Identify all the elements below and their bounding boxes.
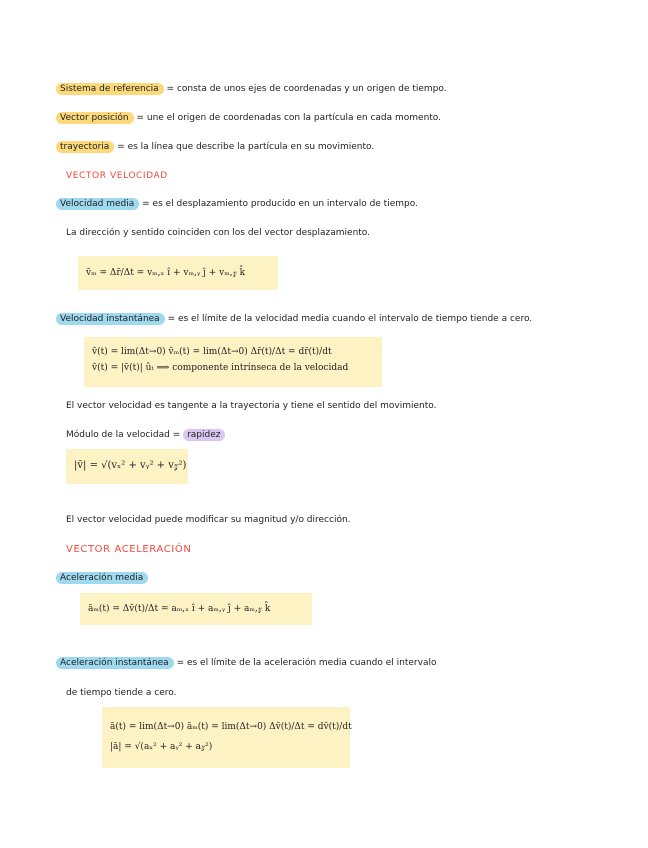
term-trayectoria: trayectoria (56, 141, 114, 153)
formula-text: āₘ(t) = Δv̄(t)/Δt = aₘ,ₓ î + aₘ,ᵧ ĵ + aₘ,𝓏 k̂ (88, 604, 271, 614)
term-velocidad-instantanea: Velocidad instantánea (56, 313, 165, 325)
term-aceleracion-media: Aceleración media (56, 572, 148, 584)
formula-modulo-velocidad (66, 449, 188, 484)
formula-velocidad-media (78, 256, 278, 290)
definition-text: = es el desplazamiento producido en un intervalo de tiempo. (139, 199, 418, 209)
definition-text: = une el origen de coordenadas con la partícula en cada momento. (133, 113, 442, 123)
formula-text: v̄(t) = |v̄(t)| ûₜ ⟹ componente intrínseca de la velocidad (92, 363, 349, 373)
formula-text: v̄(t) = lim(Δt→0) v̄ₘ(t) = lim(Δt→0) Δr̄(t)/Δt = dr̄(t)/dt (92, 347, 332, 357)
formula-aceleracion-instantanea (102, 707, 350, 768)
definition-velocidad-instantanea (56, 314, 532, 324)
definition-velocidad-media (56, 199, 418, 209)
definition-text: Módulo de la velocidad = (66, 430, 184, 440)
definition-modulo-velocidad (66, 430, 225, 440)
definition-text: = es el límite de la aceleración media cuando el intervalo (173, 658, 437, 668)
definition-aceleracion-media (56, 573, 148, 583)
definition-text: = es el límite de la velocidad media cuando el intervalo de tiempo tiende a cero. (164, 314, 533, 324)
note-magnitud-direccion: El vector velocidad puede modificar su magnitud y/o dirección. (66, 515, 351, 525)
definition-vector-posicion (56, 113, 441, 123)
formula-text: |ā| = √(aₓ² + aᵧ² + a𝓏²) (110, 742, 213, 752)
formula-text: v̄ₘ = Δr̄/Δt = vₘ,ₓ î + vₘ,ᵧ ĵ + vₘ,𝓏 k̂ (86, 268, 246, 278)
term-rapidez: rapidez (183, 429, 225, 441)
definition-text: = es la línea que describe la partícula en su movimiento. (114, 142, 375, 152)
term-sistema-referencia: Sistema de referencia (56, 83, 164, 95)
definition-text: = consta de unos ejes de coordenadas y un origen de tiempo. (163, 84, 447, 94)
formula-velocidad-instantanea (84, 337, 382, 387)
term-aceleracion-instantanea: Aceleración instantánea (56, 657, 174, 669)
formula-text: ā(t) = lim(Δt→0) āₘ(t) = lim(Δt→0) Δv̄(t)/Δt = dv̄(t)/dt (110, 722, 352, 732)
term-vector-posicion: Vector posición (56, 112, 134, 124)
term-velocidad-media: Velocidad media (56, 198, 139, 210)
definition-sistema-referencia (56, 84, 447, 94)
definition-continuation: de tiempo tiende a cero. (66, 688, 177, 698)
formula-aceleracion-media (80, 593, 312, 625)
note-direccion-sentido: La dirección y sentido coinciden con los del vector desplazamiento. (66, 228, 371, 238)
formula-text: |v̄| = √(vₓ² + vᵧ² + v𝓏²) (74, 460, 187, 471)
note-tangente: El vector velocidad es tangente a la trayectoria y tiene el sentido del movimiento. (66, 401, 437, 411)
definition-aceleracion-instantanea (56, 658, 436, 668)
definition-trayectoria (56, 142, 374, 152)
heading-vector-velocidad: VECTOR VELOCIDAD (66, 171, 168, 181)
heading-vector-aceleracion: VECTOR ACELERACIÓN (66, 544, 192, 555)
